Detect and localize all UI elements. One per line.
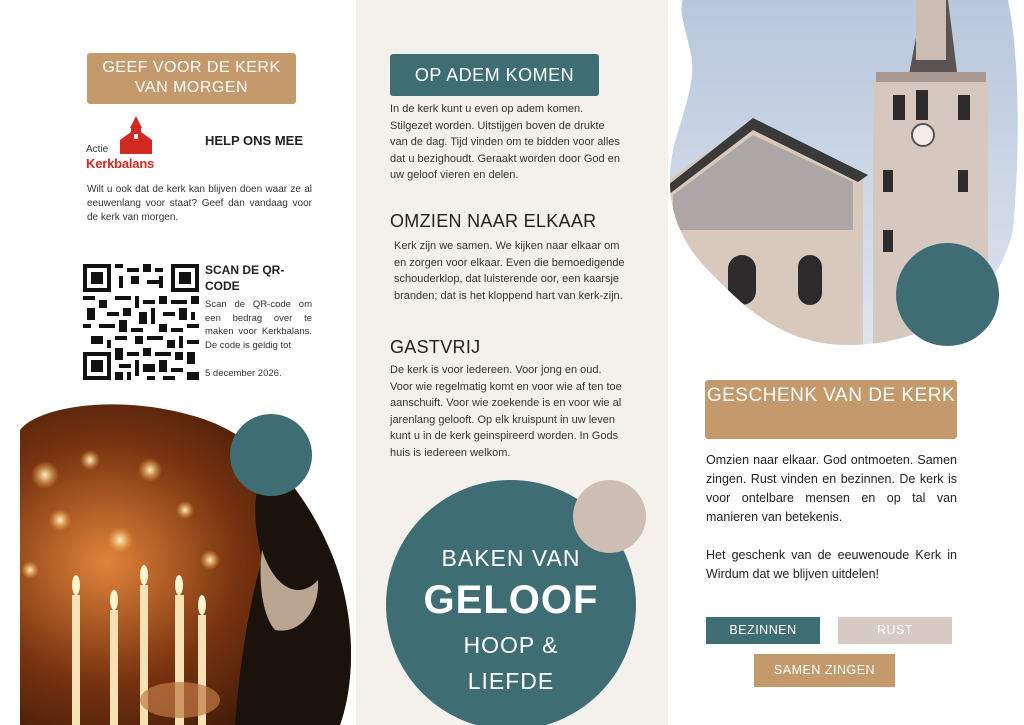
give-header: GEEF VOOR DE KERK VAN MORGEN [87, 53, 296, 104]
gift-header: GESCHENK VAN DE KERK [705, 380, 957, 439]
decorative-beige-circle [573, 480, 646, 553]
left-panel [0, 0, 356, 725]
decorative-teal-circle [230, 414, 312, 496]
baken-line-1: BAKEN VAN [441, 545, 581, 571]
help-body: Wilt u ook dat de kerk kan blijven doen waar ze al eeuwenlang voor staat? Geef dan vandaag voor de kerk van morgen. [87, 184, 312, 223]
op-adem-header: OP ADEM KOMEN [390, 54, 599, 96]
op-adem-body: In de kerk kunt u even op adem komen. Stilgezet worden. Uitstijgen boven de drukte van de dag. Tijd vinden om te bidden voor alles dat u bezighoudt. Geraakt worden door God en uw geloof vieren en delen. [390, 103, 620, 182]
kerkbalans-logo [86, 116, 166, 174]
qr-code-icon[interactable] [83, 264, 199, 380]
tag-samen-zingen: SAMEN ZINGEN [754, 654, 895, 687]
gift-body: Omzien naar elkaar. God ontmoeten. Samen zingen. Rust vinden en bezinnen. De kerk is voor ontelbare mensen en op tal van manieren van betekenis. [706, 453, 957, 524]
baken-line-2: GELOOF [423, 578, 599, 622]
church-logo-icon [116, 116, 156, 154]
baken-line-3: HOOP & [463, 632, 559, 658]
logo-brand-text: Kerkbalans [86, 156, 155, 171]
omzien-body: Kerk zijn we samen. We kijken naar elkaar om en zorgen voor elkaar. Even die bemoedigende schouderklop, dat luisterende oor, een kaarsje branden; dat is het kloppend hart van kerk-zijn. [394, 240, 625, 302]
help-title: HELP ONS MEE [205, 133, 304, 148]
logo-actie-text: Actie [86, 144, 109, 155]
scan-body: Scan de QR-code om een bedrag over te maken voor Kerkbalans. De code is geldig tot [205, 299, 312, 351]
gastvrij-body: De kerk is voor iedereen. Voor jong en oud. Voor wie regelmatig komt en voor wie af ten toe aanschuift. Voor wie zoekende is en voor wie al jarenlang gelooft. Op elk kruispunt in uw leven kunt u in de kerk geinspireerd worden. In Gods huis is iedereen welkom. [390, 364, 622, 459]
middle-panel [356, 0, 668, 725]
omzien-title: OMZIEN NAAR ELKAAR [390, 211, 597, 231]
right-panel [668, 0, 1024, 725]
decorative-teal-circle-right [896, 243, 999, 346]
tag-rust: RUST [838, 617, 952, 644]
scan-title: SCAN DE QR-CODE [205, 263, 285, 293]
gift-body-2: Het geschenk van de eeuwenoude Kerk in Wirdum dat we blijven uitdelen! [706, 548, 957, 581]
gastvrij-title: GASTVRIJ [390, 337, 481, 357]
tag-bezinnen: BEZINNEN [706, 617, 820, 644]
scan-date: 5 december 2026. [205, 368, 282, 379]
baken-line-4: LIEFDE [467, 668, 555, 694]
